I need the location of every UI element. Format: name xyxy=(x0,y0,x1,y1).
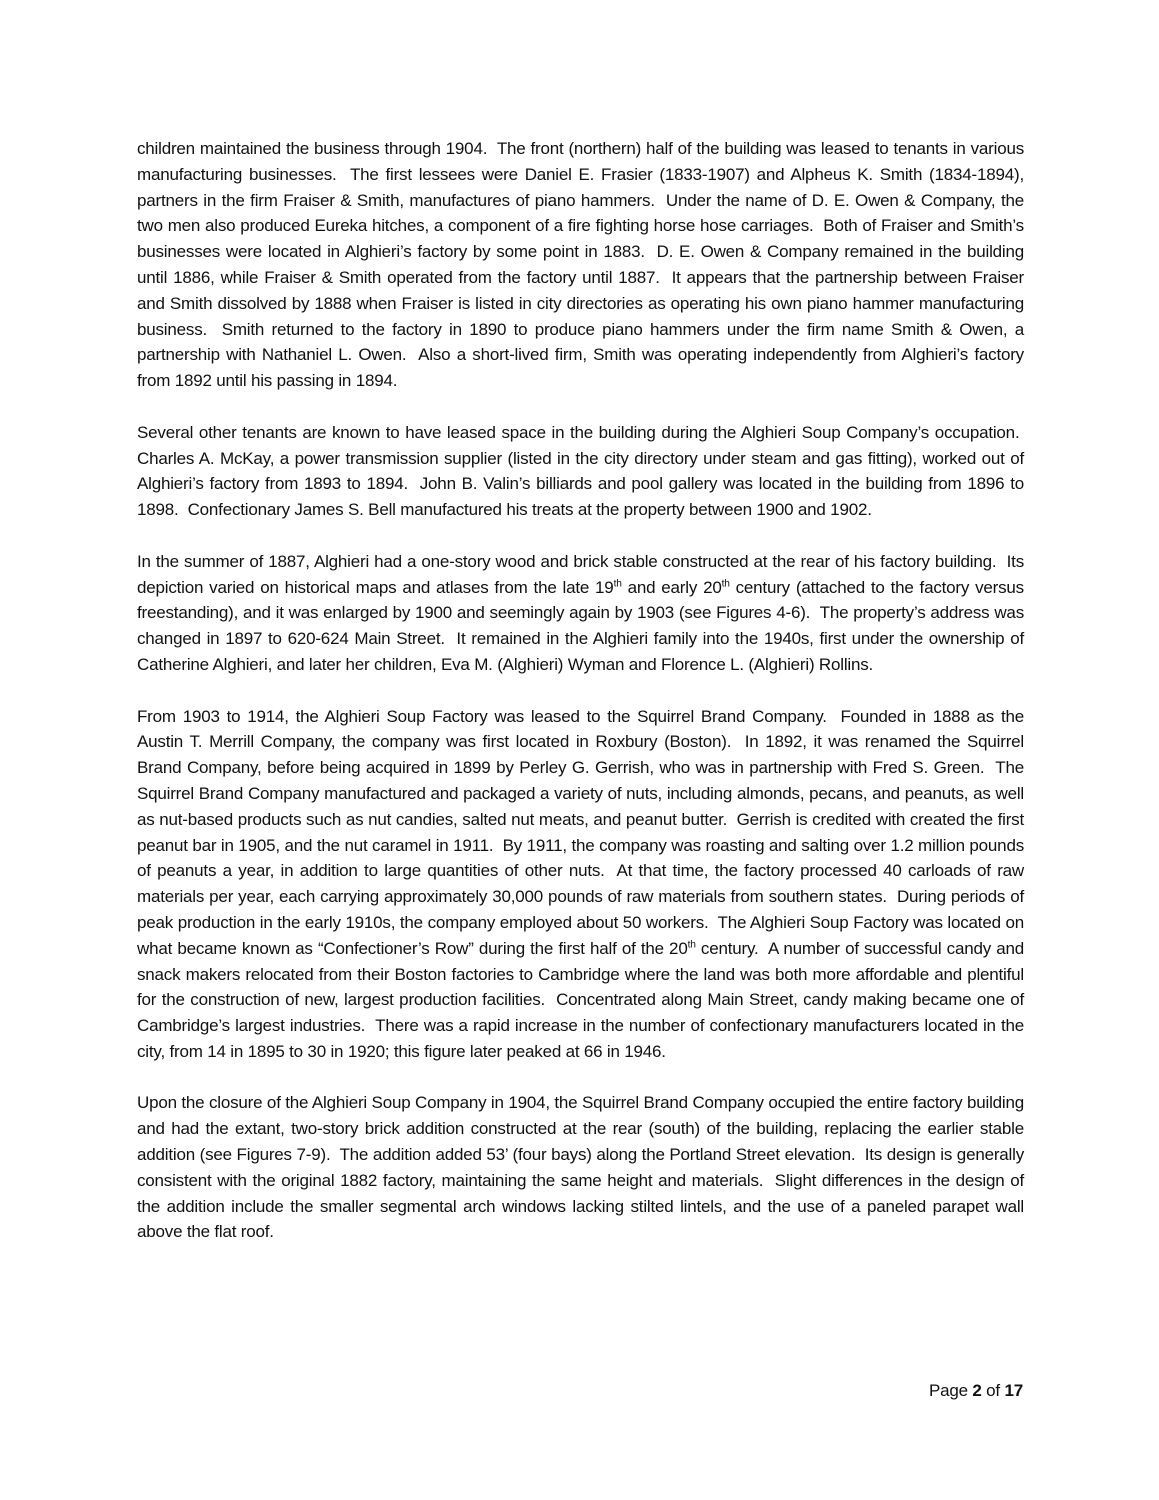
paragraph: From 1903 to 1914, the Alghieri Soup Factory was leased to the Squirrel Brand Company. Founded in 1888 as the Austin T. Merrill Company, the company was first located in Roxbury (Boston). In 1892, it was renamed the Squirrel Brand Company, before being acquired in 1899 by Perley G. Gerrish, who was in partnership with Fred S. Green. The Squirrel Brand Company manufactured and packaged a variety of nuts, including almonds, pecans, and peanuts, as well as nut-based products such as nut candies, salted nut meats, and peanut butter. Gerrish is credited with created the first peanut bar in 1905, and the nut caramel in 1911. By 1911, the company was roasting and salting over 1.2 million pounds of peanuts a year, in addition to large quantities of other nuts. At that time, the factory processed 40 carloads of raw materials per year, each carrying approximately 30,000 pounds of raw materials from southern states. During periods of peak production in the early 1910s, the company employed about 50 workers. The Alghieri Soup Factory was located on what became known as “Confectioner’s Row” during the first half of the 20th century. A number of successful candy and snack makers relocated from their Boston factories to Cambridge where the land was both more affordable and plentiful for the construction of new, largest production facilities. Concentrated along Main Street, candy making became one of Cambridge’s largest industries. There was a rapid increase in the number of confectionary manufacturers located in the city, from 14 in 1895 to 30 in 1920; this figure later peaked at 66 in 1946. xyxy=(137,706,1024,1061)
paragraph: Several other tenants are known to have leased space in the building during the Alghieri Soup Company’s occupation. Charles A. McKay, a power transmission supplier (listed in the city directory under steam and gas fitting), worked out of Alghieri’s factory from 1893 to 1894. John B. Valin’s billiards and pool gallery was located in the building from 1896 to 1898. Confectionary James S. Bell manufactured his treats at the property between 1900 and 1902. xyxy=(137,422,1024,520)
paragraph: Upon the closure of the Alghieri Soup Company in 1904, the Squirrel Brand Company occupied the entire factory building and had the extant, two-story brick addition constructed at the rear (south) of the building, replacing the earlier stable addition (see Figures 7-9). The addition added 53’ (four bays) along the Portland Street elevation. Its design is generally consistent with the original 1882 factory, maintaining the same height and materials. Slight differences in the design of the addition include the smaller segmental arch windows lacking stilted lintels, and the use of a paneled parapet wall above the flat roof. xyxy=(137,1093,1024,1242)
page-number: Page 2 of 17 xyxy=(928,1381,1023,1400)
document-body xyxy=(137,136,1024,1245)
paragraph: In the summer of 1887, Alghieri had a one-story wood and brick stable constructed at the rear of his factory building. Its depiction varied on historical maps and atlases from the late 19th and early 20th century (attached to the factory versus freestanding), and it was enlarged by 1900 and seemingly again by 1903 (see Figures 4-6). The property’s address was changed in 1897 to 620-624 Main Street. It remained in the Alghieri family into the 1940s, first under the ownership of Catherine Alghieri, and later her children, Eva M. (Alghieri) Wyman and Florence L. (Alghieri) Rollins. xyxy=(137,551,1024,674)
paragraph: children maintained the business through 1904. The front (northern) half of the building was leased to tenants in various manufacturing businesses. The first lessees were Daniel E. Frasier (1833-1907) and Alpheus K. Smith (1834-1894), partners in the firm Fraiser & Smith, manufactures of piano hammers. Under the name of D. E. Owen & Company, the two men also produced Eureka hitches, a component of a fire fighting horse hose carriages. Both of Fraiser and Smith’s businesses were located in Alghieri’s factory by some point in 1883. D. E. Owen & Company remained in the building until 1886, while Fraiser & Smith operated from the factory until 1887. It appears that the partnership between Fraiser and Smith dissolved by 1888 when Fraiser is listed in city directories as operating his own piano hammer manufacturing business. Smith returned to the factory in 1890 to produce piano hammers under the firm name Smith & Owen, a partnership with Nathaniel L. Owen. Also a short-lived firm, Smith was operating independently from Alghieri’s factory from 1892 until his passing in 1894. xyxy=(137,139,1024,391)
